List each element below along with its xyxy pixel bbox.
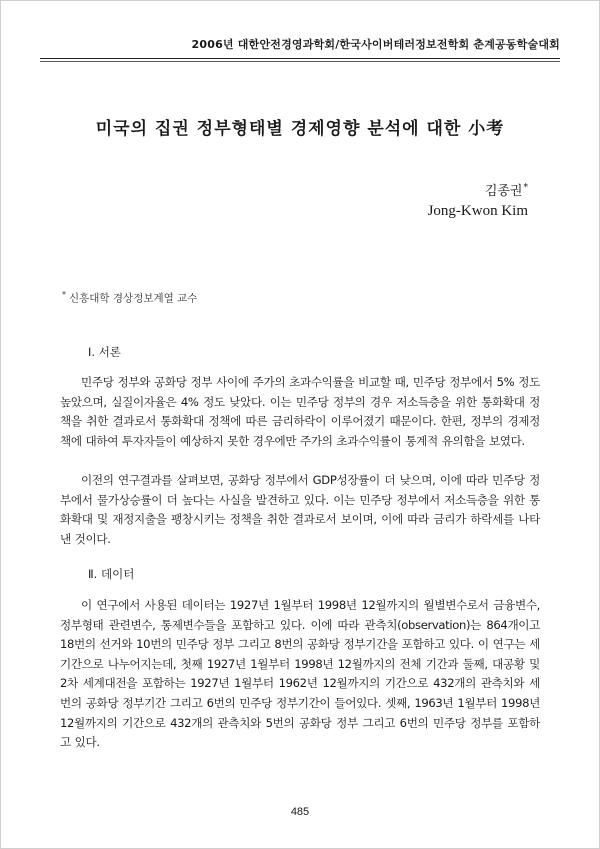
author-affiliation [62, 290, 197, 306]
author-name-korean [485, 180, 528, 199]
page-number: 485 [290, 806, 310, 818]
author-name-english: Jong-Kwon Kim [427, 203, 528, 219]
paragraph: 이전의 연구결과를 살펴보면, 공화당 정부에서 GDP성장률이 더 낮으며, 이에 따라 민주당 정부에서 물가상승률이 더 높다는 사실을 발견하고 있다. 이는 민주당 정부에서 저소득층을 위한 통화확대 및 재정지출을 팽창시키는 정책을 취한 결과로서 보이며, 이에 따라 금리가 하락세를 나타낸 것이다. [60, 473, 540, 546]
author-footnote-mark: * [523, 182, 528, 193]
header-rule [40, 58, 560, 62]
affiliation-footnote-mark: * [62, 290, 66, 299]
affiliation-text: 신흥대학 경상정보계열 교수 [69, 292, 198, 305]
section-heading-data: Ⅱ. 데이터 [88, 567, 135, 581]
paper-title: 미국의 집권 정부형태별 경제영향 분석에 대한 小考 [95, 119, 505, 139]
paragraph: 민주당 정부와 공화당 정부 사이에 주가의 초과수익률을 비교할 때, 민주당 정부에서 5% 정도 높았으며, 실질이자율은 4% 정도 낮았다. 이는 민주당 정부의 경우 저소득층을 위한 통화확대 정책을 취한 결과로서 통화확대 정책에 따른 금리하락이 이루어졌기 때문이다. 한편, 정부의 경제정책에 대하여 투자자들이 예상하지 못한 경우에만 주가의 초과수익률이 통계적 유의함을 보였다. [60, 375, 540, 448]
author-name-text: 김종권 [484, 184, 523, 199]
section-heading-introduction: Ⅰ. 서론 [88, 345, 121, 359]
paragraph: 이 연구에서 사용된 데이터는 1927년 1월부터 1998년 12월까지의 월별변수로서 금융변수, 정부형태 관련변수, 통제변수들을 포함하고 있다. 이에 따라 관측치(observation)는 864개이고 18번의 선거와 10번의 민주당 정부 그리고 8번의 공화당 정부기간을 포함하고 있다. 이 연구는 세기간으로 나누어지는데, 첫째 1927년 1월부터 1998년 12월까지의 전체 기간과 둘째, 대공황 및 2차 세계대전을 포함하는 1927년 1월부터 1962년 12월까지의 기간으로 432개의 관측치와 세 번의 공화당 정부기간 그리고 6번의 민주당 정부기간이 들어있다. 셋째, 1963년 1월부터 1998년 12월까지의 기간으로 432개의 관측치와 5번의 공화당 정부 그리고 6번의 민주당 정부를 포함하고 있다. [60, 598, 540, 750]
running-header: 2006년 대한안전경영과학회/한국사이버테러정보전학회 춘계공동학술대회 [191, 38, 560, 51]
